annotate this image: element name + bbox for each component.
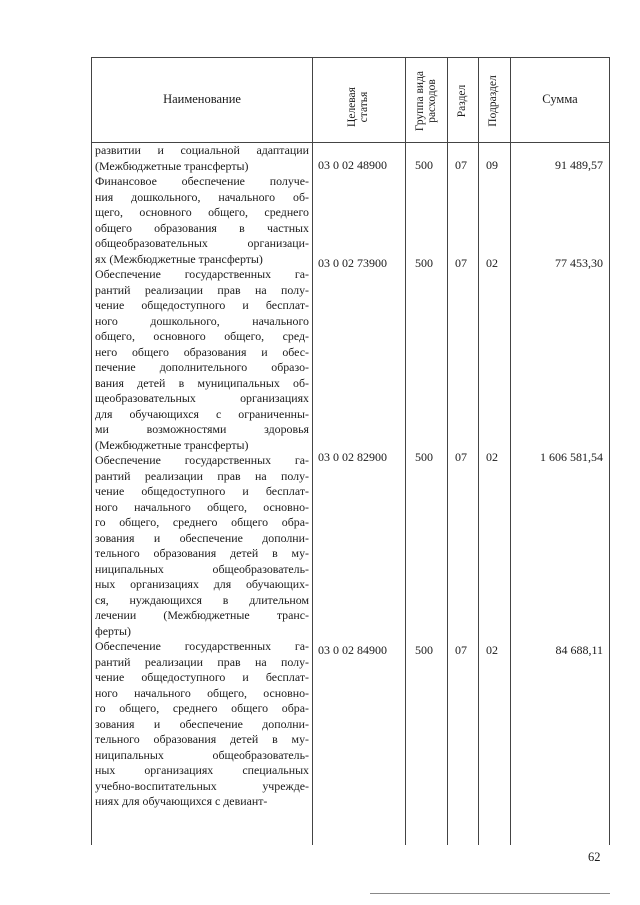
name-line: вания детей в муниципальных об- bbox=[95, 375, 309, 390]
table-divider-subsection bbox=[510, 57, 511, 845]
table-border-left bbox=[91, 57, 92, 845]
name-line: Финансовое обеспечение получе- bbox=[95, 174, 309, 188]
name-line: ного дошкольного, начального bbox=[95, 313, 309, 328]
name-line: ниципальных общеобразователь- bbox=[95, 747, 309, 762]
name-line: ного начального общего, основно- bbox=[95, 499, 309, 514]
name-line: лечении (Межбюджетные транс- bbox=[95, 608, 309, 622]
name-line: ных организациях специальных bbox=[95, 763, 309, 777]
table-divider-name bbox=[312, 57, 313, 845]
name-line: рантий реализации прав на полу- bbox=[95, 654, 309, 669]
name-line: щеобразовательных организациях bbox=[95, 391, 309, 405]
table-border-right bbox=[609, 57, 610, 845]
row-2-target: 03 0 02 73900 bbox=[318, 256, 387, 270]
row-1-sum: 91 489,57 bbox=[555, 158, 603, 172]
name-line: него общего образования и обес- bbox=[95, 344, 309, 359]
name-line: (Межбюджетные трансферты) bbox=[95, 158, 249, 173]
row-4-group: 500 bbox=[415, 643, 433, 657]
table-divider-section bbox=[478, 57, 479, 845]
row-3-group: 500 bbox=[415, 450, 433, 464]
header-target bbox=[346, 62, 372, 152]
row-1-target: 03 0 02 48900 bbox=[318, 158, 387, 172]
name-line: ниципальных общеобразователь- bbox=[95, 561, 309, 576]
name-line: ях (Межбюджетные трансферты) bbox=[95, 251, 263, 266]
header-sum: Сумма bbox=[542, 92, 578, 106]
header-section: Раздел bbox=[456, 84, 468, 118]
name-line: го общего, среднего общего обра- bbox=[95, 515, 309, 529]
row-4-sum: 84 688,11 bbox=[555, 643, 603, 657]
header-group-line2: расходов bbox=[426, 79, 438, 123]
row-2-sum: 77 453,30 bbox=[555, 256, 603, 270]
name-column-text bbox=[95, 143, 309, 810]
table-divider-group bbox=[447, 57, 448, 845]
row-2-group: 500 bbox=[415, 256, 433, 270]
row-1-subsection: 09 bbox=[486, 158, 498, 172]
name-line: для обучающихся с ограниченны- bbox=[95, 406, 309, 421]
name-line: тельного образования детей в му- bbox=[95, 732, 309, 746]
footer-rule bbox=[370, 893, 610, 894]
name-line: ми возможностями здоровья bbox=[95, 422, 309, 436]
name-line: чение общедоступного и бесплат- bbox=[95, 670, 309, 684]
name-line: рантий реализации прав на полу- bbox=[95, 282, 309, 297]
name-line: Обеспечение государственных га- bbox=[95, 267, 309, 281]
row-3-section: 07 bbox=[455, 450, 467, 464]
name-line: го общего, среднего общего обра- bbox=[95, 701, 309, 715]
row-4-subsection: 02 bbox=[486, 643, 498, 657]
table-divider-target bbox=[405, 57, 406, 845]
row-1-group: 500 bbox=[415, 158, 433, 172]
row-3-subsection: 02 bbox=[486, 450, 498, 464]
row-4-target: 03 0 02 84900 bbox=[318, 643, 387, 657]
row-4-section: 07 bbox=[455, 643, 467, 657]
row-3-target: 03 0 02 82900 bbox=[318, 450, 387, 464]
page-number: 62 bbox=[588, 850, 601, 864]
name-line: ного начального общего, основно- bbox=[95, 685, 309, 700]
name-line: Обеспечение государственных га- bbox=[95, 639, 309, 653]
row-2-section: 07 bbox=[455, 256, 467, 270]
header-target-line2: статья bbox=[358, 91, 370, 123]
header-group bbox=[414, 60, 440, 142]
name-line: зования и обеспечение дополни- bbox=[95, 530, 309, 545]
name-line: Обеспечение государственных га- bbox=[95, 453, 309, 467]
name-line: (Межбюджетные трансферты) bbox=[95, 437, 249, 452]
name-line: печение дополнительного образо- bbox=[95, 360, 309, 374]
name-line: общего, основного общего, сред- bbox=[95, 329, 309, 343]
name-line: развитии и социальной адаптации bbox=[95, 143, 309, 157]
name-line: учебно-воспитательных учрежде- bbox=[95, 778, 309, 793]
name-line: ния дошкольного, начального об- bbox=[95, 189, 309, 204]
row-1-section: 07 bbox=[455, 158, 467, 172]
name-line: ферты) bbox=[95, 623, 131, 638]
name-line: ных организациях для обучающих- bbox=[95, 577, 309, 591]
name-line: чение общедоступного и бесплат- bbox=[95, 298, 309, 312]
name-line: щего, основного общего, среднего bbox=[95, 205, 309, 219]
row-2-subsection: 02 bbox=[486, 256, 498, 270]
name-line: ся, нуждающихся в длительном bbox=[95, 592, 309, 607]
name-line: рантий реализации прав на полу- bbox=[95, 468, 309, 483]
header-name: Наименование bbox=[163, 92, 241, 106]
header-subsection: Подраздел bbox=[487, 75, 499, 127]
header-target-line1: Целевая bbox=[346, 87, 358, 127]
name-line: общего образования в частных bbox=[95, 220, 309, 235]
name-line: ниях для обучающихся с девиант- bbox=[95, 794, 268, 808]
table-top-border bbox=[91, 57, 610, 58]
row-3-sum: 1 606 581,54 bbox=[540, 450, 603, 464]
header-group-line1: Группа вида bbox=[414, 70, 426, 132]
name-line: чение общедоступного и бесплат- bbox=[95, 484, 309, 498]
name-line: тельного образования детей в му- bbox=[95, 546, 309, 560]
name-line: зования и обеспечение дополни- bbox=[95, 716, 309, 731]
name-line: общеобразовательных организаци- bbox=[95, 236, 309, 250]
